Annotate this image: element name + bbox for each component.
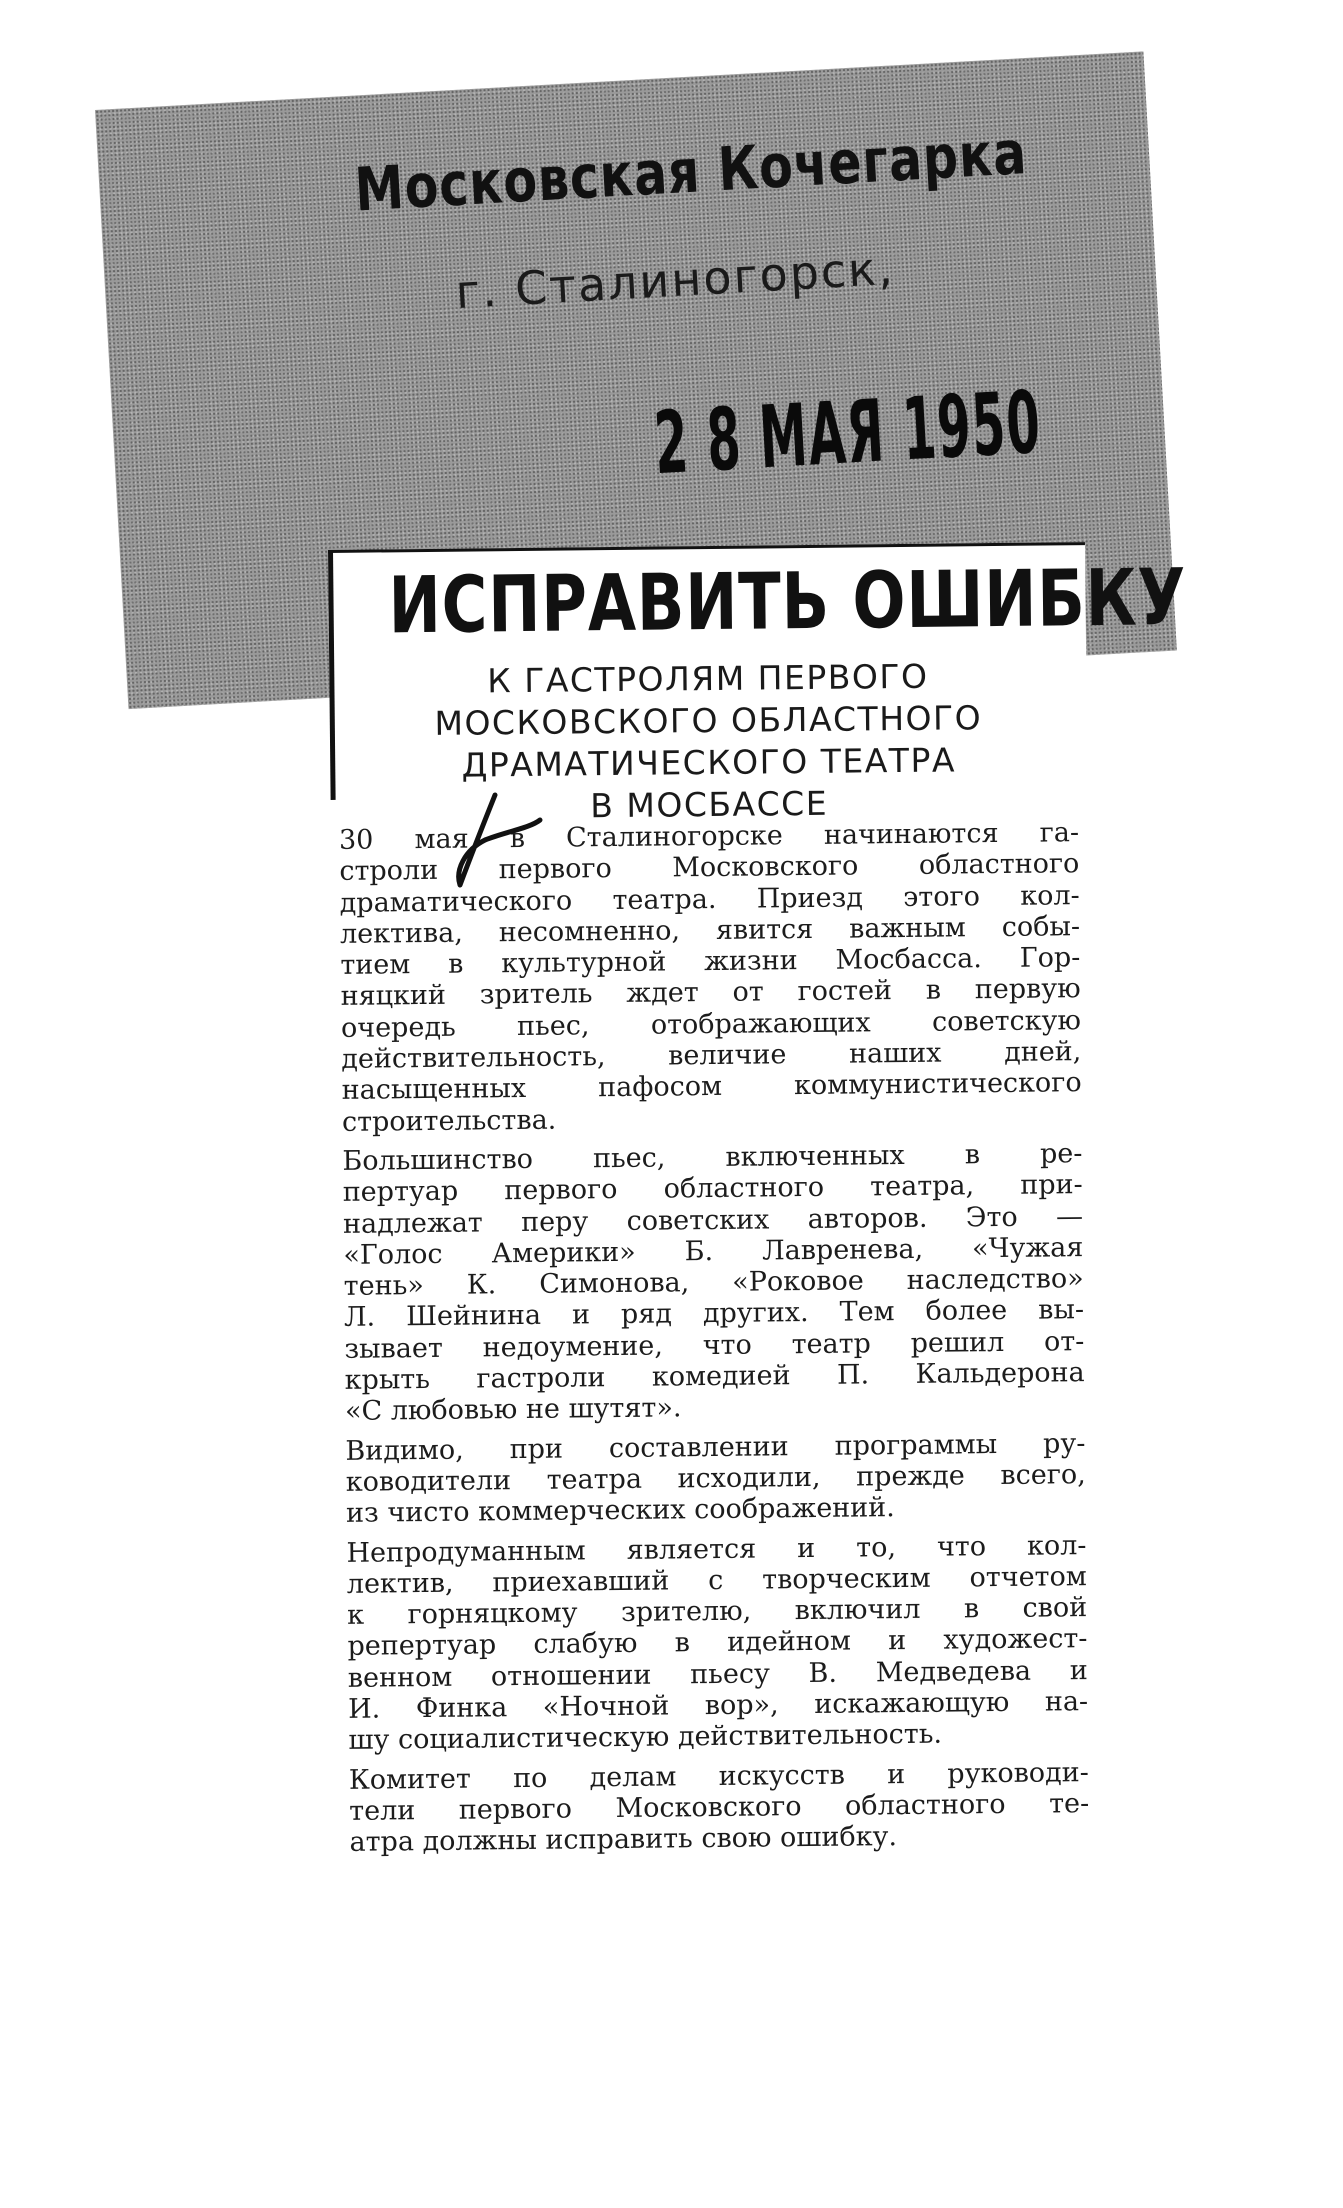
- article-line: надлежат перу советских авторов. Это —: [342, 1200, 1084, 1240]
- article-line: очередь пьес, отображающих советскую: [340, 1004, 1082, 1044]
- article-line: репертуар слабую в идейном и художест-: [347, 1623, 1088, 1663]
- article-line: Непродуманным является и то, что кол-: [346, 1529, 1087, 1569]
- article-paragraph: [349, 1757, 1090, 1859]
- article-line: лектив, приехавший с творческим отчетом: [346, 1560, 1087, 1600]
- article-line: из чисто коммерческих соображений.: [345, 1492, 895, 1530]
- article-line: няцкий зритель ждет от гостей в первую: [340, 973, 1081, 1013]
- subhead-line: МОСКОВСКОГО ОБЛАСТНОГО: [434, 698, 983, 743]
- article-line: «С любовью не шутят».: [344, 1392, 682, 1428]
- article-line: И. Финка «Ночной вор», искажающую на-: [347, 1686, 1089, 1725]
- article-line: строли первого Московского областного: [339, 848, 1080, 888]
- article-line: Видимо, при составлении программы ру-: [345, 1427, 1086, 1467]
- article-paragraph: [346, 1530, 1088, 1757]
- article-headline: ИСПРАВИТЬ ОШИБКУ: [388, 553, 1187, 652]
- article-line: насыщенных пафосом коммунистического: [341, 1067, 1082, 1107]
- article-line: «Голос Америки» Б. Лавренева, «Чужая: [343, 1231, 1084, 1271]
- article-line: ководители театра исходили, прежде всего,: [345, 1459, 1086, 1498]
- article-paragraph: [345, 1428, 1086, 1530]
- article-line: Л. Шейнина и ряд других. Тем более вы-: [343, 1294, 1085, 1334]
- article-line: шу социалистическую действительность.: [348, 1718, 943, 1757]
- article-line: тень» К. Симонова, «Роковое наследство»: [343, 1263, 1084, 1303]
- article-line: Большинство пьес, включенных в ре-: [342, 1138, 1083, 1177]
- article-line: тели первого Московского областного те-: [349, 1788, 1090, 1827]
- subhead-line: В МОСБАССЕ: [590, 783, 829, 826]
- article-line: драматического театра. Приезд этого кол-: [339, 879, 1080, 919]
- article-line: зывает недоумение, что театр решил от-: [344, 1325, 1085, 1365]
- city-line: г. Сталиногорск,: [454, 240, 896, 320]
- article-line: лектива, несомненно, явится важным собы-: [339, 911, 1081, 950]
- article-paragraph: [342, 1138, 1085, 1427]
- newspaper-name: Московская Кочегарка: [352, 118, 1029, 226]
- subhead-line: К ГАСТРОЛЯМ ПЕРВОГО: [487, 656, 929, 701]
- article-line: атра должны исправить свою ошибку.: [349, 1821, 898, 1859]
- article-line: строительства.: [341, 1104, 557, 1138]
- date-stamp: 2 8 МАЯ 1950: [651, 372, 1044, 495]
- handwritten-mark: [425, 790, 545, 910]
- article-clipping: [328, 542, 1187, 2020]
- article-line: к горняцкому зрителю, включил в свой: [346, 1592, 1088, 1631]
- article-body: [339, 817, 1090, 1866]
- article-line: тием в культурной жизни Мосбасса. Гор-: [340, 942, 1081, 982]
- article-line: Комитет по делам искусств и руководи-: [348, 1756, 1090, 1796]
- article-line: венном отношении пьесу В. Медведева и: [347, 1654, 1088, 1694]
- article-line: 30 мая в Сталиногорске начинаются га-: [338, 817, 1080, 856]
- subhead-line: ДРАМАТИЧЕСКОГО ТЕАТРА: [461, 740, 957, 785]
- article-line: пертуар первого областного театра, при-: [342, 1169, 1083, 1209]
- article-line: действительность, величие наших дней,: [341, 1036, 1082, 1075]
- article-line: крыть гастроли комедией П. Кальдерона: [344, 1357, 1085, 1396]
